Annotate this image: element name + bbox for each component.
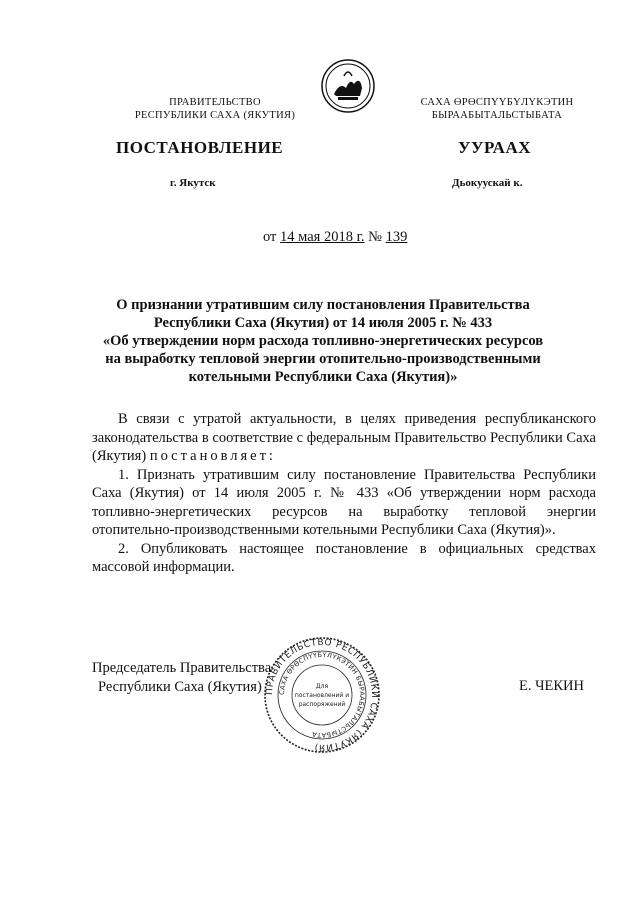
document-date-line [263, 229, 407, 246]
header-left-line1: ПРАВИТЕЛЬСТВО [169, 97, 261, 108]
signatory-position [92, 659, 271, 697]
header-right-line2: БЫРААБЫТАЛЬСТЫБАТА [431, 110, 563, 121]
seal-center-line1: Для [315, 683, 329, 690]
header-left [130, 96, 300, 122]
official-seal-icon [262, 635, 382, 755]
title-sakha: УУРААХ [458, 138, 531, 157]
subject-line: котельными Республики Саха (Якутия)» [188, 369, 458, 385]
document-body [92, 410, 596, 577]
number-value: 139 [385, 229, 408, 245]
subject-line: О признании утратившим силу постановления Правительства [116, 297, 530, 313]
body-item-2: 2. Опубликовать настоящее постановление в официальных средствах массовой информации. [92, 540, 596, 575]
number-prefix: № [368, 229, 382, 245]
decree-keyword: постановляет: [149, 448, 276, 464]
signatory-name: Е. ЧЕКИН [519, 678, 585, 694]
header-left-line2: РЕСПУБЛИКИ САХА (ЯКУТИЯ) [134, 110, 296, 121]
signatory-position-line1: Председатель Правительства [92, 660, 272, 676]
header-right-line1: САХА ӨРӨСПҮҮБҮЛҮКЭТИН [420, 97, 574, 108]
subject-line: Республики Саха (Якутия) от 14 июля 2005 г. № 433 [153, 315, 493, 331]
date-prefix: от [263, 229, 277, 245]
subject-line: на выработку тепловой энергии отопительно-производственными [105, 351, 541, 367]
city-ru: г. Якутск [170, 177, 216, 189]
city-sakha: Дьокуускай к. [452, 177, 523, 189]
date-value: 14 мая 2018 г. [280, 229, 365, 245]
subject-line: «Об утверждении норм расхода топливно-энергетических ресурсов [102, 333, 544, 349]
seal-outer-text: ПРАВИТЕЛЬСТВО РЕСПУБЛИКИ САХА (ЯКУТИЯ) [264, 637, 380, 753]
document-subject [100, 296, 546, 386]
seal-center-line2: постановлений и [294, 692, 350, 699]
seal-center-line3: распоряжений [298, 701, 346, 708]
signatory-position-line2: Республики Саха (Якутия) [98, 679, 262, 695]
header-right [392, 96, 602, 122]
coat-of-arms-icon [320, 58, 376, 114]
preamble-text: В связи с утратой актуальности, в целях приведения республиканского законодательства в соответствие с федеральным Правительство Республики Саха (Якутия) [92, 411, 596, 464]
title-ru: ПОСТАНОВЛЕНИЕ [116, 138, 284, 157]
body-paragraph-preamble [92, 410, 596, 466]
seal-inner-text: САХА ӨРӨСПҮҮБҮЛҮКЭТИН БЫРААБЫТАЛЬСТЫБАТА [277, 650, 367, 740]
body-item-1: 1. Признать утратившим силу постановление Правительства Республики Саха (Якутия) от 14 июля 2005 г. № 433 «Об утверждении норм расхода топливно-энергетических ресурсов на выработку тепловой энергии отопительно-производственными котельными Республики Саха (Якутия)». [92, 466, 596, 538]
